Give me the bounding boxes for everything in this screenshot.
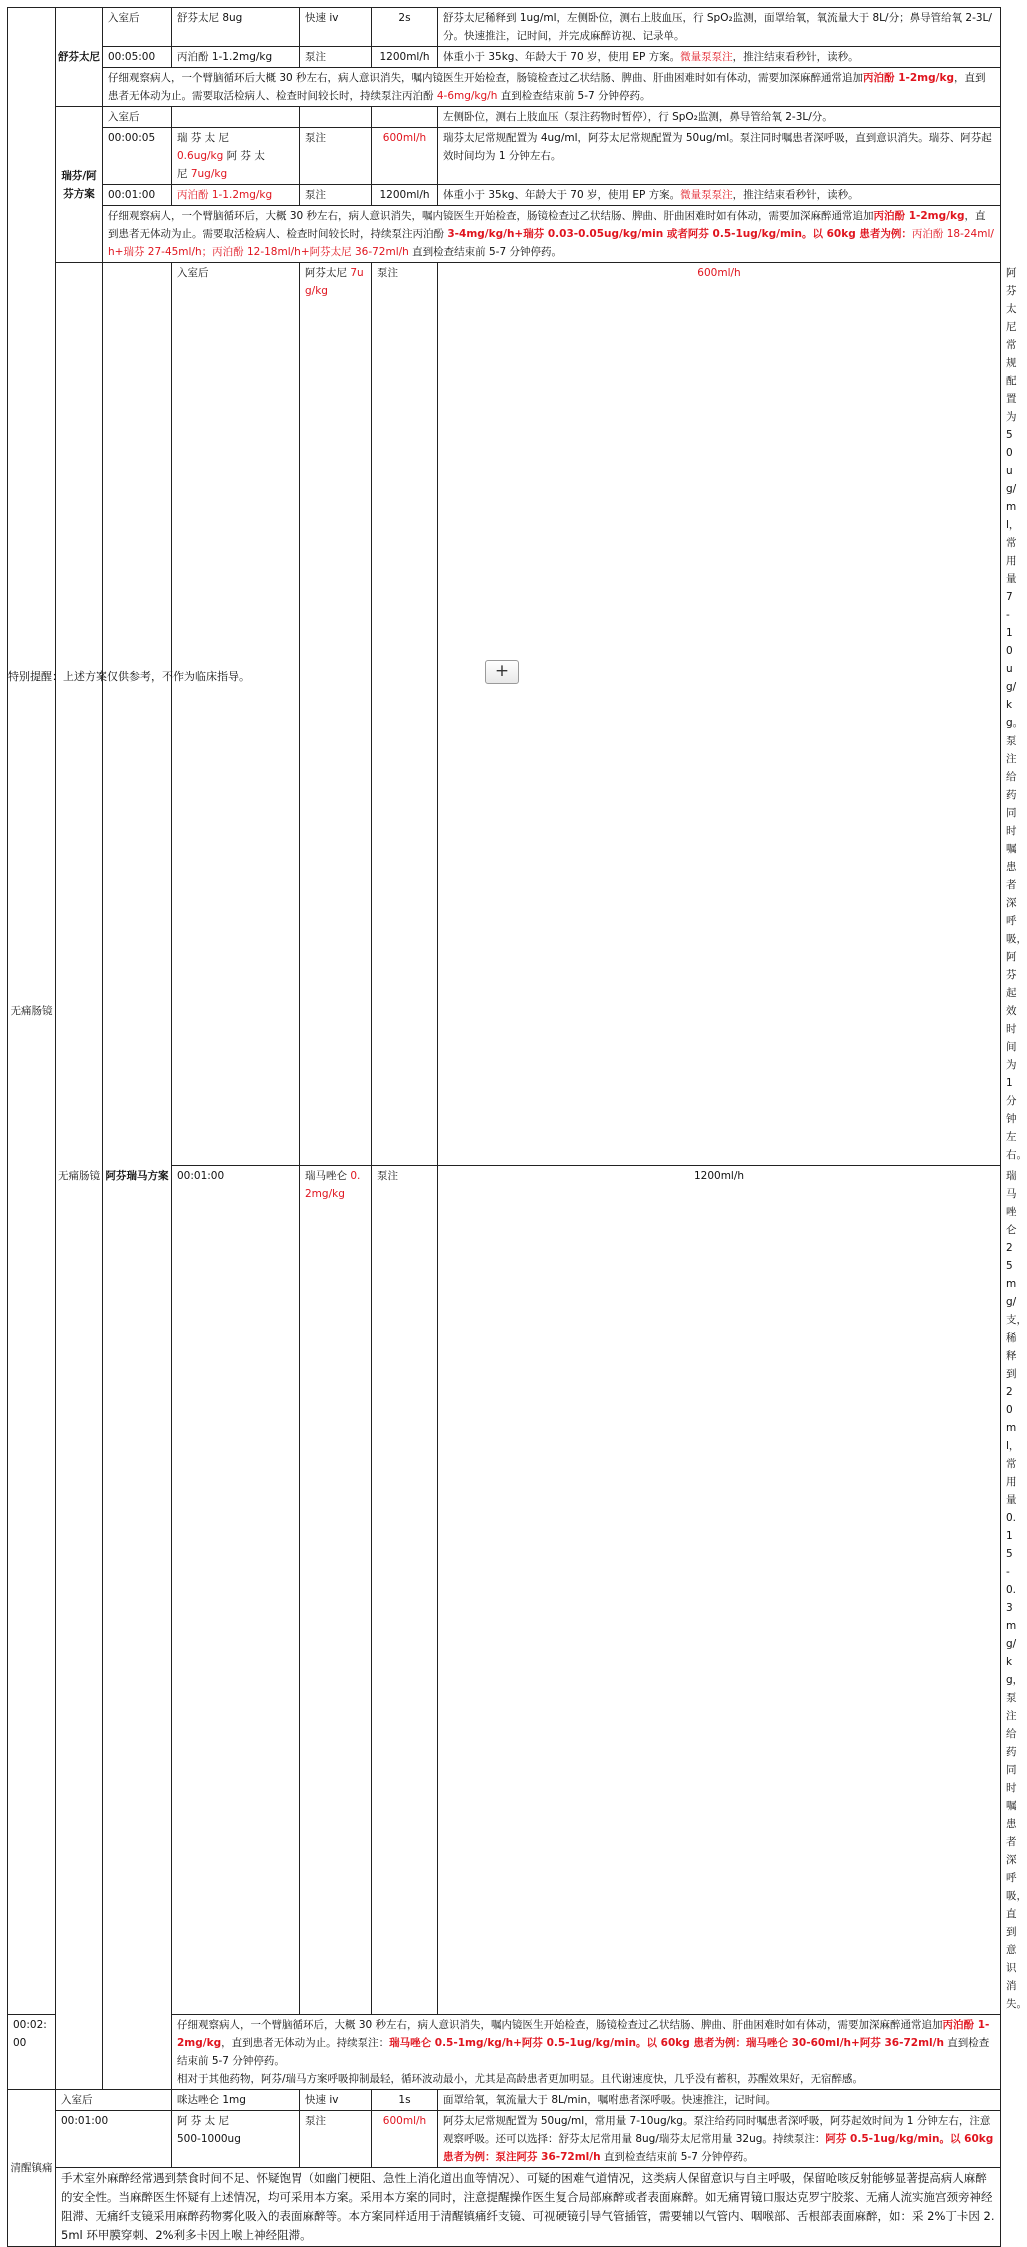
rate-cell bbox=[372, 107, 438, 128]
rate-cell: 1200ml/h bbox=[438, 1166, 1001, 2015]
rate-cell: 600ml/h bbox=[372, 2111, 438, 2168]
rate-cell: 1s bbox=[372, 2090, 438, 2111]
note-text: ，推注结束看秒针，读秒。 bbox=[732, 189, 859, 201]
observation-text: 直到检查结束前 5-7 分钟停药。 bbox=[412, 246, 562, 258]
method-cell: 快速 iv bbox=[300, 8, 372, 47]
observation-text: ，直到患者无体动为止。需要取活检病人、检查时间较长时，持续泵注丙泊酚 bbox=[108, 72, 986, 102]
rate-cell: 1200ml/h bbox=[372, 47, 438, 68]
plan-label-remifentanil: 瑞芬/阿芬方案 bbox=[56, 107, 103, 263]
observation-highlight: 丙泊酚 1-2mg/kg bbox=[873, 210, 965, 222]
section-title-conscious-sedation: 清醒镇痛 bbox=[8, 2090, 56, 2247]
add-button[interactable]: + bbox=[485, 660, 519, 684]
drug-cell bbox=[172, 128, 300, 185]
note-highlight: 微量泵泵注 bbox=[680, 51, 733, 63]
method-cell: 泵注 bbox=[300, 128, 372, 185]
note-cell bbox=[438, 2111, 1001, 2168]
time-cell: 00:00:05 bbox=[103, 128, 172, 185]
observation-highlight: 瑞马唑仑 0.5-1mg/kg/h+阿芬 0.5-1ug/kg/min。以 60kg 患者为例：瑞马唑仑 30-60ml/h+阿芬 36-72ml/h bbox=[389, 2037, 944, 2049]
note-text: 阿芬太尼常规配置为 50ug/ml，常用量 7-10ug/kg。泵注给药同时嘱患者深呼吸，阿芬起效时间为 1 分钟左右，注意观察呼吸。还可以选择：舒芬太尼常用量 8ug/瑞芬太尼常用量 32ug。持续泵注： bbox=[443, 2115, 991, 2145]
method-cell: 泵注 bbox=[300, 185, 372, 206]
time-cell: 入室后 bbox=[103, 107, 172, 128]
note-cell bbox=[438, 185, 1001, 206]
protocol-table: 无痛肠镜 舒芬太尼 入室后 舒芬太尼 8ug 快速 iv 2s 舒芬太尼稀释到 1ug/ml，左侧卧位，测右上肢血压，行 SpO₂监测，面罩给氧，氧流量大于 8L/分；鼻导管给氧 2-3L/分。快速推注，记时间，并完成麻醉访视、记录单。 00:05:00 丙泊酚 1-1.2mg/kg 泵注 1200ml/h 体重小于 35kg、年龄大于 70 岁，使用 EP 方案。微量泵泵注，推注结束看秒针，读秒。 仔细观察病人，一个臂脑循环后大概 30 秒左右，病人意识消失，嘱内镜医生开始检查，肠镜检查过乙状结肠、脾曲、肝曲困难时如有体动，需要加深麻醉通常追加丙泊酚 1-2mg/kg，直到患者无体动为止。需要取活检病人、检查时间较长时，持续泵注丙泊酚 4-6mg/kg/h 直到检查结束前 5-7 分钟停药。 瑞芬/阿芬方案 入室后 左侧卧位，测右上肢血压（泵注药物时暂停），行 SpO₂监测，鼻导管给氧 2-3L/分。 00:00:05 瑞 芬 太 尼 0.6ug/kg 阿 芬 太 尼 7ug/kg 泵注 600ml/h 瑞芬太尼常规配置为 4ug/ml，阿芬太尼常规配置为 50ug/ml。泵注同时嘱患者深呼吸，直到意识消失。瑞芬、阿芬起效时间均为 1 分钟左右。 00:01:00 丙泊酚 1-1.2mg/kg 泵注 1200ml/h 体重小于 35kg、年龄大于 70 岁，使用 EP 方案。微量泵泵注，推注结束看秒针，读秒。 仔细观察病人，一个臂脑循环后，大概 30 秒左右，病人意识消失，嘱内镜医生开始检查，肠镜检查过乙状结肠、脾曲、肝曲困难时如有体动，需要加深麻醉通常追加丙泊酚 1-2mg/kg，直到患者无体动为止。需要取活检病人、检查时间较长时，持续泵注丙泊酚 3-4mg/kg/h+瑞芬 0.03-0.05ug/kg/min 或者阿芬 0.5-1ug/kg/min。以 60kg 患者为例：丙泊酚 18-24ml/h+瑞芬 27-45ml/h；丙泊酚 12-18ml/h+阿芬太尼 36-72ml/h 直到检查结束前 5-7 分钟停药。 无痛肠镜 阿芬瑞马方案 入室后 阿芬太尼 7ug/kg 泵注 600ml/h 阿芬太尼常规配置为 50ug/ml，常用量 7-10ug/kg。泵注给药同时嘱患者深呼吸，阿芬起效时间为 1 分钟左右。 00:01:00 瑞马唑仑 0.2mg/kg 泵注 1200ml/h 瑞马唑仑 25mg/支，稀释到 20ml，常用量 0.15-0.3mg/kg，泵注给药同时嘱患者深呼吸，直到意识消失。 00:02:00 仔细观察病人，一个臂脑循环后，大概 30 秒左右，病人意识消失，嘱内镜医生开始检查，肠镜检查过乙状结肠、脾曲、肝曲困难时如有体动，需要加深麻醉通常追加丙泊酚 1-2mg/kg，直到患者无体动为止。持续泵注：瑞马唑仑 0.5-1mg/kg/h+阿芬 0.5-1ug/kg/min。以 60kg 患者为例：瑞马唑仑 30-60ml/h+阿芬 36-72ml/h 直到检查结束前 5-7 分钟停药。 相对于其他药物，阿芬/瑞马方案呼吸抑制最轻，循环波动最小，尤其是高龄患者更加明显。且代谢速度快，几乎没有蓄积，苏醒效果好，无宿醉感。 清醒镇痛 入室后 咪达唑仑 1mg 快速 iv 1s 面罩给氧，氧流量大于 8L/min，嘱咐患者深呼吸。快速推注，记时间。 00:01:00 阿 芬 太 尼 500-1000ug 泵注 600ml/h 阿芬太尼常规配置为 50ug/ml，常用量 7-10ug/kg。泵注给药同时嘱患者深呼吸，阿芬起效时间为 1 分钟左右，注意观察呼吸。还可以选择：舒芬太尼常用量 8ug/瑞芬太尼常用量 32ug。持续泵注：阿芬 0.5-1ug/kg/min。以 60kg 患者为例：泵注阿芬 36-72ml/h 直到检查结束前 5-7 分钟停药。 手术室外麻醉经常遇到禁食时间不足、怀疑饱胃（如幽门梗阻、急性上消化道出血等情况）、可疑的困难气道情况，这类病人保留意识与自主呼吸，保留呛咳反射能够显著提高病人麻醉的安全性。当麻醉医生怀疑有上述情况，均可采用本方案。采用本方案的同时，注意提醒操作医生复合局部麻醉或者表面麻醉。如无痛胃镜口服达克罗宁胶浆、无痛人流实施宫颈旁神经阻滞、无痛纤支镜采用麻醉药物雾化吸入的表面麻醉等。本方案同样适用于清醒镇痛纤支镜、可视硬镜引导气管插管，需要辅以气管内、咽喉部、舌根部表面麻醉，如：采 2%丁卡因 2.5ml 环甲膜穿刺、2%利多卡因上喉上神经阻滞。 bbox=[7, 7, 1001, 2247]
observation-highlight: 丙泊酚 1-2mg/kg bbox=[177, 2019, 990, 2049]
drug-cell bbox=[300, 263, 372, 1166]
observation-highlight: 3-4mg/kg/h+瑞芬 0.03-0.05ug/kg/min 或者阿芬 0.5-1ug/kg/min。以 60kg 患者为例： bbox=[447, 228, 912, 240]
footer-note: 特别提醒：上述方案仅供参考，不作为临床指导。 bbox=[8, 670, 250, 683]
drug-cell bbox=[172, 107, 300, 128]
note-highlight: 微量泵泵注 bbox=[680, 189, 733, 201]
drug-name: 尼 bbox=[177, 168, 191, 180]
time-cell: 00:01:00 bbox=[172, 1166, 300, 2015]
note-cell bbox=[438, 47, 1001, 68]
drug-name: 瑞 芬 太 尼 bbox=[177, 132, 230, 144]
time-cell: 00:01:00 bbox=[103, 185, 172, 206]
drug-dose: 7ug/kg bbox=[190, 168, 228, 180]
note-cell: 瑞芬太尼常规配置为 4ug/ml，阿芬太尼常规配置为 50ug/ml。泵注同时嘱患者深呼吸，直到意识消失。瑞芬、阿芬起效时间均为 1 分钟左右。 bbox=[438, 128, 1001, 185]
plan-label-sufentanil: 舒芬太尼 bbox=[56, 8, 103, 107]
rate-cell: 600ml/h bbox=[372, 128, 438, 185]
observation-cell bbox=[103, 206, 1001, 263]
note-text: 体重小于 35kg、年龄大于 70 岁，使用 EP 方案。 bbox=[443, 51, 681, 63]
drug-dose: 0.6ug/kg bbox=[177, 150, 224, 162]
rate-cell: 2s bbox=[372, 8, 438, 47]
drug-cell: 丙泊酚 1-1.2mg/kg bbox=[172, 185, 300, 206]
method-cell: 泵注 bbox=[372, 263, 438, 1166]
time-cell: 00:02:00 bbox=[8, 2015, 56, 2090]
drug-cell bbox=[172, 47, 300, 68]
observation-highlight: 4-6mg/kg/h bbox=[436, 90, 498, 102]
drug-cell: 舒芬太尼 8ug bbox=[172, 8, 300, 47]
drug-name: 瑞马唑仑 bbox=[305, 1170, 351, 1182]
drug-cell bbox=[172, 2111, 300, 2168]
observation-text: ，直到患者无体动为止。持续泵注： bbox=[221, 2037, 390, 2049]
time-cell: 入室后 bbox=[56, 2090, 172, 2111]
note-text: 直到检查结束前 5-7 分钟停药。 bbox=[603, 2151, 754, 2163]
drug-dose: 0.2mg/kg bbox=[305, 1170, 361, 1200]
method-cell: 泵注 bbox=[300, 47, 372, 68]
method-cell: 泵注 bbox=[372, 1166, 438, 2015]
observation-cell bbox=[103, 68, 1001, 107]
section-title-colonoscopy-1: 无痛肠镜 bbox=[8, 8, 56, 2015]
note-cell: 左侧卧位，测右上肢血压（泵注药物时暂停），行 SpO₂监测，鼻导管给氧 2-3L/分。 bbox=[438, 107, 1001, 128]
plan-label-alfentanil-remimazolam: 阿芬瑞马方案 bbox=[103, 263, 172, 2090]
time-cell: 00:01:00 bbox=[56, 2111, 172, 2168]
observation-text: 仔细观察病人，一个臂脑循环后，大概 30 秒左右，病人意识消失，嘱内镜医生开始检查，肠镜检查过乙状结肠、脾曲、肝曲困难时如有体动，需要加深麻醉通常追加 bbox=[108, 210, 874, 222]
method-cell: 泵注 bbox=[300, 2111, 372, 2168]
drug-name: 丙泊酚 1-1.2mg/kg bbox=[177, 51, 273, 63]
method-cell: 快速 iv bbox=[300, 2090, 372, 2111]
observation-text: 相对于其他药物，阿芬/瑞马方案呼吸抑制最轻，循环波动最小，尤其是高龄患者更加明显。且代谢速度快，几乎没有蓄积，苏醒效果好，无宿醉感。 bbox=[177, 2073, 864, 2085]
note-cell: 舒芬太尼稀释到 1ug/ml，左侧卧位，测右上肢血压，行 SpO₂监测，面罩给氧，氧流量大于 8L/分；鼻导管给氧 2-3L/分。快速推注，记时间，并完成麻醉访视、记录单。 bbox=[438, 8, 1001, 47]
note-text: 体重小于 35kg、年龄大于 70 岁，使用 EP 方案。 bbox=[443, 189, 681, 201]
drug-dose: 7ug/kg bbox=[305, 267, 364, 297]
observation-text: 直到检查结束前 5-7 分钟停药。 bbox=[500, 90, 651, 102]
observation-cell bbox=[172, 2015, 1001, 2090]
time-cell: 入室后 bbox=[172, 263, 300, 1166]
observation-text: 仔细观察病人，一个臂脑循环后，大概 30 秒左右，病人意识消失，嘱内镜医生开始检查，肠镜检查过乙状结肠、脾曲、肝曲困难时如有体动，需要加深麻醉通常追加 bbox=[177, 2019, 943, 2031]
drug-name: 阿芬太尼 bbox=[305, 267, 351, 279]
time-cell: 00:05:00 bbox=[103, 47, 172, 68]
rate-cell: 600ml/h bbox=[438, 263, 1001, 1166]
observation-text: ，直到患者无体动为止。需要取活检病人、检查时间较长时，持续泵注丙泊酚 bbox=[108, 210, 986, 240]
note-highlight: 阿芬 0.5-1ug/kg/min。以 60kg 患者为例：泵注阿芬 36-72ml/h bbox=[443, 2133, 994, 2163]
drug-name: 阿 芬 太 尼 bbox=[177, 2115, 230, 2127]
description-cell: 手术室外麻醉经常遇到禁食时间不足、怀疑饱胃（如幽门梗阻、急性上消化道出血等情况）、可疑的困难气道情况，这类病人保留意识与自主呼吸，保留呛咳反射能够显著提高病人麻醉的安全性。当麻醉医生怀疑有上述情况，均可采用本方案。采用本方案的同时，注意提醒操作医生复合局部麻醉或者表面麻醉。如无痛胃镜口服达克罗宁胶浆、无痛人流实施宫颈旁神经阻滞、无痛纤支镜采用麻醉药物雾化吸入的表面麻醉等。本方案同样适用于清醒镇痛纤支镜、可视硬镜引导气管插管，需要辅以气管内、咽喉部、舌根部表面麻醉，如：采 2%丁卡因 2.5ml 环甲膜穿刺、2%利多卡因上喉上神经阻滞。 bbox=[56, 2168, 1001, 2247]
drug-name: 阿 芬 太 bbox=[223, 150, 265, 162]
observation-highlight: 丙泊酚 1-2mg/kg bbox=[863, 72, 954, 84]
method-cell bbox=[300, 107, 372, 128]
drug-cell: 咪达唑仑 1mg bbox=[172, 2090, 300, 2111]
observation-text: 仔细观察病人，一个臂脑循环后大概 30 秒左右，病人意识消失，嘱内镜医生开始检查，肠镜检查过乙状结肠、脾曲、肝曲困难时如有体动，需要加深麻醉通常追加 bbox=[108, 72, 864, 84]
drug-cell bbox=[300, 1166, 372, 2015]
note-cell: 面罩给氧，氧流量大于 8L/min，嘱咐患者深呼吸。快速推注，记时间。 bbox=[438, 2090, 1001, 2111]
section-title-colonoscopy-2: 无痛肠镜 bbox=[56, 263, 103, 2090]
observation-text: 直到检查结束前 5-7 分钟停药。 bbox=[177, 2037, 990, 2067]
note-text: ，推注结束看秒针，读秒。 bbox=[732, 51, 859, 63]
time-cell: 入室后 bbox=[103, 8, 172, 47]
rate-cell: 1200ml/h bbox=[372, 185, 438, 206]
drug-dose: 500-1000ug bbox=[177, 2133, 241, 2145]
observation-highlight: 丙泊酚 18-24ml/h+瑞芬 27-45ml/h；丙泊酚 12-18ml/h+阿芬太尼 36-72ml/h bbox=[108, 228, 994, 258]
